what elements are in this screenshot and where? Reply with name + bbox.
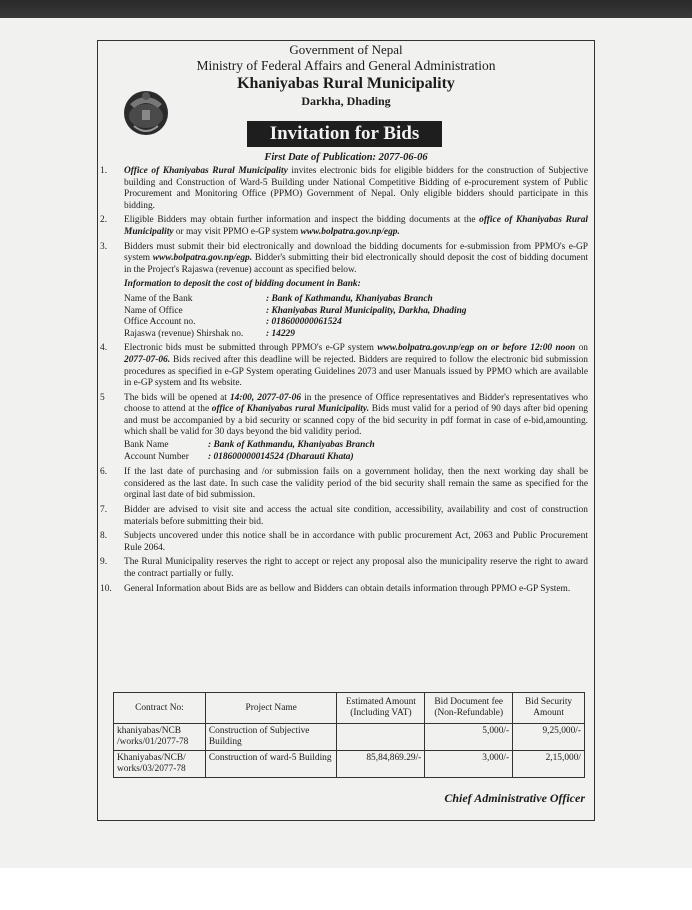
bid-fee-cell: 3,000/- xyxy=(425,751,513,778)
notice-body xyxy=(100,166,588,598)
bank-detail-row: Name of Office : Khaniyabas Rural Municipality, Darkha, Dhading xyxy=(124,305,467,316)
table-header-row xyxy=(114,693,585,724)
column-header: Bid Document fee (Non-Refundable) xyxy=(425,693,513,724)
notice-item-1: 1. Office of Khaniyabas Rural Municipality invites electronic bids for eligible bidders for the construction of Subjective building and Construction of Ward-5 Building under National Competitive Bidding of e-procurement system of Public Procurement and Monitoring Office (PPMO) Government of Nepal. Only eligible bidders should participate in this bidding. xyxy=(100,166,588,211)
bid-info-table xyxy=(113,692,585,778)
government-line: Government of Nepal xyxy=(289,42,403,57)
contract-no-cell: Khaniyabas/NCB/ works/03/2077-78 xyxy=(114,751,206,778)
security-bank-row: Bank Name : Bank of Kathmandu, Khaniyabas Branch xyxy=(124,440,375,451)
photo-background-bottom xyxy=(0,868,692,910)
column-header: Project Name xyxy=(205,693,337,724)
security-bank-row: Account Number : 018600000014524 (Dharauti Khata) xyxy=(124,451,354,462)
ministry-line: Ministry of Federal Affairs and General Administration xyxy=(196,58,496,73)
bank-info-heading: Information to deposit the cost of bidding document in Bank: xyxy=(124,279,361,290)
bid-security-cell: 2,15,000/ xyxy=(513,751,585,778)
column-header: Bid Security Amount xyxy=(513,693,585,724)
signatory-title: Chief Administrative Officer xyxy=(444,791,585,805)
table-row xyxy=(114,751,585,778)
first-publication-date: First Date of Publication: 2077-06-06 xyxy=(264,152,428,163)
municipality-name: Khaniyabas Rural Municipality xyxy=(237,75,455,92)
nepal-emblem-icon xyxy=(120,86,172,138)
column-header: Contract No: xyxy=(114,693,206,724)
notice-title: Invitation for Bids xyxy=(247,121,442,147)
notice-item-3: 3. Bidders must submit their bid electronically and download the bidding documents for e-submission from PPMO's e-GP system www.bolpatra.gov.np/egp. Bidder's submitting their bid electronically should deposit the cost of bidding document in the Project's Rajaswa (revenue) account as specified below. xyxy=(100,241,589,275)
notice-item-5: 5 The bids will be opened at 14:00, 2077-07-06 in the presence of Office representatives and Bidder's representatives who choose to attend at the office of Khaniyabas rural Municipality. Bids must valid for a period of 90 days after bid opening and must be accompanied by a bid security or scanned copy of the bid security in pdf format in case of e-bid,amounting. which shall be valid for 30 days beyond the bid validity period. xyxy=(100,392,588,438)
estimated-amount-cell: 85,84,869.29/- xyxy=(337,751,425,778)
contract-no-cell: khaniyabas/NCB /works/01/2077-78 xyxy=(114,724,206,751)
notice-item-4: 4. Electronic bids must be submitted through PPMO's e-GP system www.bolpatra.gov.np/egp on or before 12:00 noon on 2077-07-06. Bids recived after this deadline will be rejected. Bidders are required to follow the electronic bid submission procedures as specified in e-GP System operating Guidelines 2073 and user Manuals issued by PPMO which are available in e-GP system and Its website. xyxy=(100,343,588,389)
notice-item-7: 7. Bidder are advised to visit site and access the actual site condition, accessibility, availability and cost of construction materials before submitting their bid. xyxy=(100,505,588,527)
egp-link: www.bolpatra.gov.np/egp. xyxy=(152,253,253,264)
notice-item-6: 6. If the last date of purchasing and /or submission fails on a government holiday, then the next working day shall be considered as the last date. In such case the validity period of the bid security shall remain the same as specified for the orginal last date of bid submission. xyxy=(100,467,588,501)
egp-link: www.bolpatra.gov.np/egp. xyxy=(300,226,400,237)
table-row xyxy=(114,724,585,751)
municipality-location: Darkha, Dhading xyxy=(301,94,391,108)
project-name-cell: Construction of Subjective Building xyxy=(205,724,337,751)
column-header: Estimated Amount (Including VAT) xyxy=(337,693,425,724)
project-name-cell: Construction of ward-5 Building xyxy=(205,751,337,778)
notice-item-10: 10. General Information about Bids are as bellow and Bidders can obtain details information through PPMO e-GP System. xyxy=(100,583,571,594)
bank-detail-row: Rajaswa (revenue) Shirshak no. : 14229 xyxy=(124,328,295,339)
notice-item-9: 9. The Rural Municipality reserves the right to accept or reject any proposal also the municipality reserve the right to award the contract partially or fully. xyxy=(100,557,588,579)
notice-item-8: 8. Subjects uncovered under this notice shall be in accordance with public procurement Act, 2063 and Public Procurement Rule 2064. xyxy=(100,531,588,553)
estimated-amount-cell xyxy=(337,724,425,751)
bid-security-cell: 9,25,000/- xyxy=(513,724,585,751)
bank-detail-row: Office Account no. : 018600000061524 xyxy=(124,317,342,328)
notice-item-2: 2. Eligible Bidders may obtain further information and inspect the bidding documents at the office of Khaniyabas Rural Municipality or may visit PPMO e-GP system www.bolpatra.gov.np/egp. xyxy=(100,215,588,237)
photo-background-top xyxy=(0,0,692,20)
bid-fee-cell: 5,000/- xyxy=(425,724,513,751)
bank-detail-row: Name of the Bank : Bank of Kathmandu, Khaniyabas Branch xyxy=(124,293,433,304)
